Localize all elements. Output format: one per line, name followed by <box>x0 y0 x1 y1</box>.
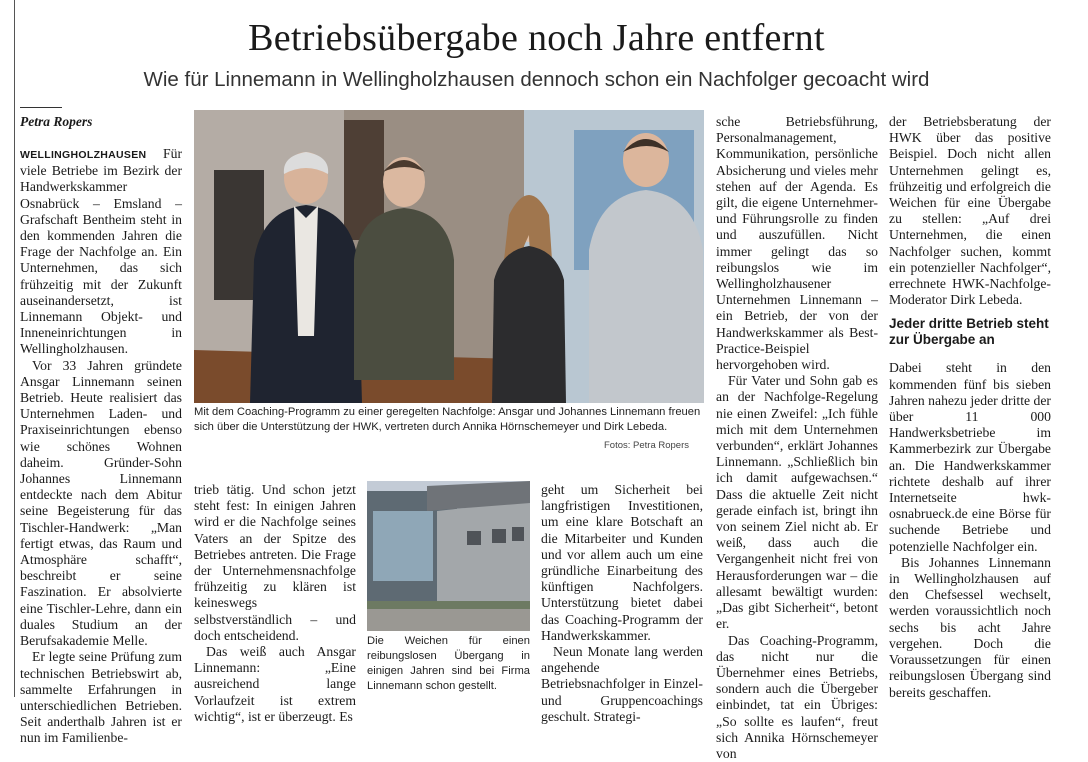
col5-paragraph-1: der Betriebsberatung der HWK über das positive Beispiel. Doch nicht allen Unternehmen gelingt es, frühzeitig und erfolgreich die Weichen für eine Übergabe zu stellen: „Auf drei Unternehmen, die einen Nachfolger suchen, kommt ein potenzieller Nachfolger“, errechnete HWK-Nachfolge-Moderator Dirk Lebeda. <box>889 114 1051 308</box>
main-photo-image <box>194 110 704 403</box>
col1-paragraph-1: Für viele Betriebe im Bezirk der Handwerkskammer Osnabrück – Emsland – Grafschaft Bentheim steht in den kommenden Jahren die Frage der Nachfolge an. Ein Unternehmen, das sich frühzeitig mit der Zukunft auseinandersetzt, ist Linnemann Objekt- und Inneneinrichtungen in Wellingholzhausen. <box>20 146 182 356</box>
col3-paragraph-2: Neun Monate lang werden angehende Betriebsnachfolger in Einzel- und Gruppencoachings geschult. Strategi- <box>541 644 703 725</box>
photo-credit: Fotos: Petra Ropers <box>604 440 689 451</box>
headline: Betriebsübergabe noch Jahre entfernt <box>0 16 1073 60</box>
dateline: WELLINGHOLZHAUSEN <box>20 149 146 161</box>
col2-paragraph-2: Das weiß auch Ansgar Linnemann: „Eine ausreichend lange Vorlaufzeit ist extrem wichtig“, ist er überzeugt. Es <box>194 644 356 725</box>
building-photo-image <box>367 481 530 631</box>
subheading: Jeder dritte Betrieb steht zur Übergabe an <box>889 316 1051 348</box>
author-rule <box>20 107 62 108</box>
col4-paragraph-3: Das Coaching-Programm, das nicht nur die Übernehmer eines Betriebs, sondern auch die Übergeber einbindet, tat ein Übriges: „So sollte es laufen“, freut sich Annika Hörnschemeyer von <box>716 633 878 762</box>
column-2 <box>194 482 356 725</box>
col5-paragraph-3: Bis Johannes Linnemann in Wellingholzhausen auf den Chefsessel wechselt, werden voraussichtlich noch sechs bis acht Jahre vergehen. Doch die Voraussetzungen für einen reibungslosen Übergang sind bereits geschaffen. <box>889 555 1051 701</box>
col3-paragraph-1: geht um Sicherheit bei langfristigen Investitionen, um eine klare Botschaft an die Mitarbeiter und Kunden und vor allem auch um eine gründliche Einarbeitung des künftigen Nachfolgers. Unterstützung bietet dabei das Coaching-Programm der Handwerkskammer. <box>541 482 703 644</box>
column-1 <box>20 146 182 747</box>
col5-paragraph-2: Dabei steht in den kommenden fünf bis sieben Jahren nahezu jeder dritte der über 11 000 Handwerksbetriebe im Kammerbezirk zur Übergabe an. Die Handwerkskammer richtete deshalb auf ihrer Internetseite hwk-osnabrueck.de eine Börse für suchende Betriebe und potenzielle Nachfolger ein. <box>889 360 1051 554</box>
main-photo <box>194 110 704 403</box>
column-5 <box>889 114 1051 701</box>
subheadline: Wie für Linnemann in Wellingholzhausen dennoch schon ein Nachfolger gecoacht wird <box>0 68 1073 92</box>
column-3 <box>541 482 703 725</box>
col4-paragraph-2: Für Vater und Sohn gab es an der Nachfolge-Regelung nie einen Zweifel: „Ich fühle mich mit dem Unternehmen verbunden“, erklärt Johannes Linnemann. „Schließlich bin ich damit aufgewachsen.“ Dass die aktuelle Zeit nicht gerade einfach ist, bringt ihn von seinem Ziel nicht ab. Er weiß, dass auch die Vergangenheit nicht frei von Herausforderungen war – die allesamt bewältigt wurden: „Das gibt Sicherheit“, betont er. <box>716 373 878 632</box>
col4-paragraph-1: sche Betriebsführung, Personalmanagement, Kommunikation, persönliche Absicherung und vieles mehr stehen auf der Agenda. Es gilt, die eigene Unternehmer- und Führungsrolle zu finden und auszufüllen. Nicht immer gelingt das so reibungslos wie im Wellingholzhausener Unternehmen Linnemann – ein Betrieb, der von der Handwerkskammer als Best-Practice-Beispiel hervorgehoben wird. <box>716 114 878 373</box>
col2-paragraph-1: trieb tätig. Und schon jetzt steht fest: In einigen Jahren wird er die Nachfolge seines Vaters an der Spitze des Betriebes antreten. Die Frage der Unternehmensnachfolge frühzeitig zu klären ist keineswegs selbstverständlich – und doch entscheidend. <box>194 482 356 644</box>
col1-paragraph-3: Er legte seine Prüfung zum technischen Betriebswirt ab, sammelte Erfahrungen in unterschiedlichen Betrieben. Seit anderthalb Jahren ist er nun im Familienbe- <box>20 649 182 746</box>
building-photo-caption: Die Weichen für einen reibungslosen Übergang in einigen Jahren sind bei Firma Linnemann schon gestellt. <box>367 634 530 694</box>
column-4 <box>716 114 878 762</box>
column-rule <box>14 0 15 697</box>
col1-paragraph-2: Vor 33 Jahren gründete Ansgar Linnemann seinen Betrieb. Heute realisiert das Unternehmen Laden- und Praxiseinrichtungen ebenso wie schönes Wohnen daheim. Gründer-Sohn Johannes Linnemann entdeckte nach dem Abitur seine Begeisterung für das Tischler-Handwerk: „Man fertigt etwas, das Raum und Atmosphäre schafft“, beschreibt er seine Faszination. Er absolvierte eine Tischler-Lehre, dann ein duales Studium an der Berufsakademie Melle. <box>20 358 182 650</box>
building-photo <box>367 481 530 631</box>
main-photo-caption: Mit dem Coaching-Programm zu einer geregelten Nachfolge: Ansgar und Johannes Linnemann freuen sich über die Unterstützung der HWK, vertreten durch Annika Hörnschemeyer und Dirk Lebeda. <box>194 405 704 435</box>
author: Petra Ropers <box>20 114 92 130</box>
